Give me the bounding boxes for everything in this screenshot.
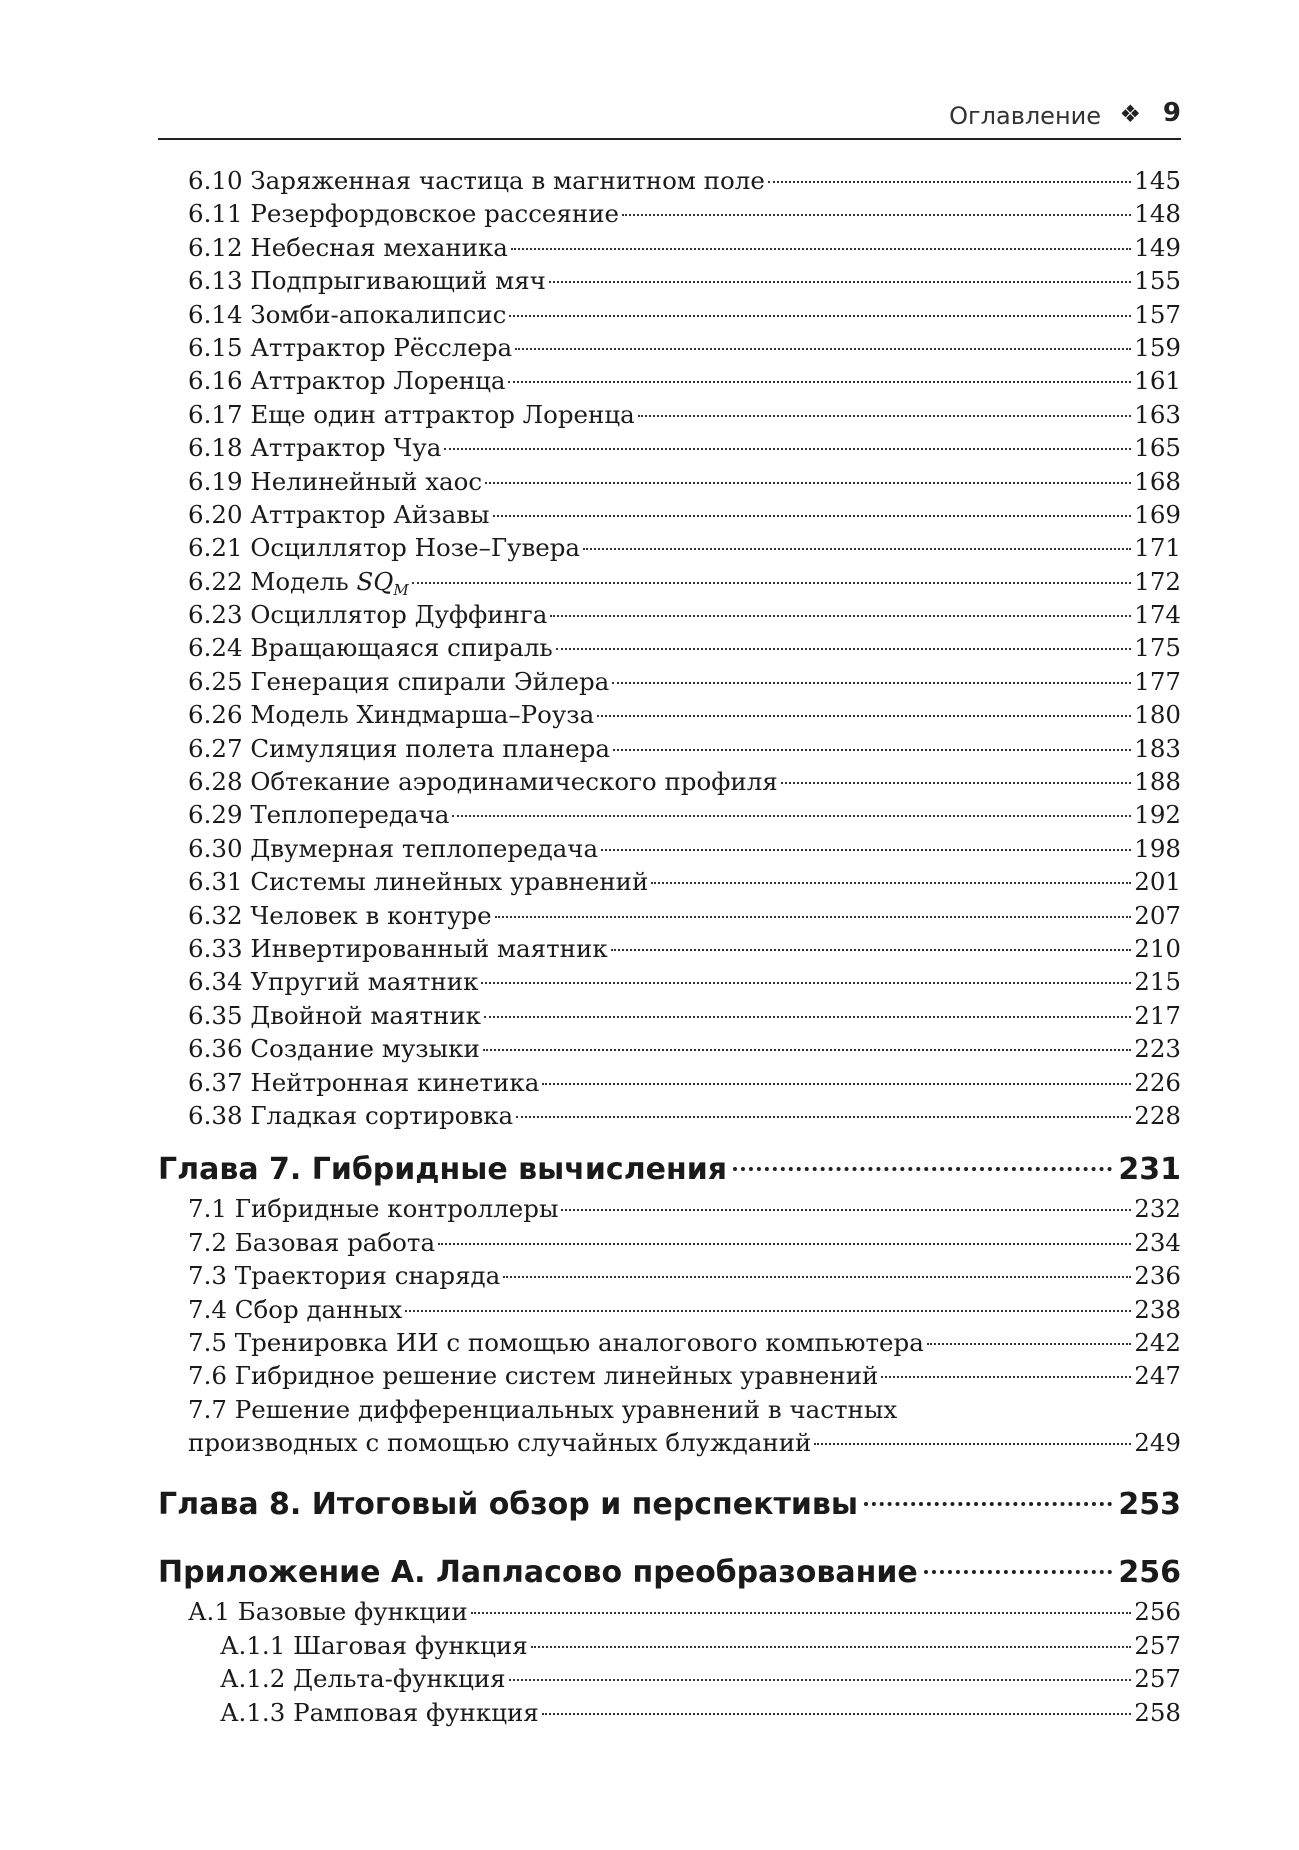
toc-entry-page: 236 [1134,1261,1181,1291]
toc-entry-text: 6.21 Осциллятор Нозе–Гувера [188,533,581,563]
toc-entry-text: 6.23 Осциллятор Дуффинга [188,600,548,630]
toc-entry[interactable] [158,598,1181,631]
ornament-icon: ❖ [1119,100,1141,128]
appendix-a-entries [158,1595,1181,1729]
chapter-6-entries [158,164,1181,1132]
toc-entry[interactable] [158,1226,1181,1259]
toc-entry-page: 149 [1134,232,1181,262]
toc-entry[interactable] [158,1192,1181,1225]
toc-entry-text: 6.37 Нейтронная кинетика [188,1067,540,1097]
toc-entry-text: 6.14 Зомби-апокалипсис [188,299,507,329]
toc-entry-text: А.1.1 Шаговая функция [220,1630,528,1660]
appendix-a-heading[interactable] [158,1551,1181,1595]
chapter-8-title: Глава 8. Итоговый обзор и перспективы [158,1487,858,1523]
leader-dots [597,715,1131,717]
leader-dots [503,1276,1131,1278]
toc-entry[interactable] [158,264,1181,297]
toc-entry[interactable] [158,1293,1181,1326]
toc-entry[interactable] [158,498,1181,531]
toc-entry-page: 226 [1134,1067,1181,1097]
toc-entry[interactable] [158,732,1181,765]
toc-entry-page: 232 [1134,1194,1181,1224]
toc-entry[interactable] [158,1066,1181,1099]
toc-entry[interactable] [158,565,1181,598]
leader-dots [781,782,1131,784]
toc-entry-page: 198 [1134,833,1181,863]
toc-entry-text: А.1.2 Дельта-функция [220,1664,506,1694]
toc-entry-page: 168 [1134,466,1181,496]
leader-dots [438,1243,1131,1245]
toc-entry[interactable] [158,298,1181,331]
toc-entry[interactable] [158,1595,1181,1628]
toc-entry-text: А.1 Базовые функции [188,1597,468,1627]
toc-entry-text: 6.17 Еще один аттрактор Лоренца [188,399,635,429]
toc-entry-page: 257 [1134,1630,1181,1660]
leader-dots [733,1167,1112,1171]
toc-entry[interactable] [158,765,1181,798]
toc-entry[interactable] [158,465,1181,498]
toc-entry-text: производных с помощью случайных блужданий [188,1428,812,1458]
leader-dots [484,1016,1131,1018]
toc-entry-text: 6.33 Инвертированный маятник [188,933,608,963]
toc-entry-text: 6.15 Аттрактор Рёсслера [188,332,513,362]
math-subscript: M [393,580,409,599]
leader-dots [549,281,1131,283]
toc-entry-text: 6.26 Модель Хиндмарша–Роуза [188,700,595,730]
leader-dots [561,1209,1131,1211]
toc-entry-text: 6.19 Нелинейный хаос [188,466,483,496]
toc-entry[interactable] [158,1629,1181,1662]
toc-entry-text: 7.4 Сбор данных [188,1294,403,1324]
leader-dots [515,348,1131,350]
toc-entry[interactable] [158,1359,1181,1392]
table-of-contents [158,164,1181,1729]
toc-entry[interactable] [158,1662,1181,1695]
leader-dots [613,749,1131,751]
toc-entry-text: 6.35 Двойной маятник [188,1000,481,1030]
toc-entry-page: 207 [1134,900,1181,930]
toc-entry[interactable] [158,899,1181,932]
toc-entry-page: 223 [1134,1034,1181,1064]
toc-entry-text: 6.10 Заряженная частица в магнитном поле [188,166,765,195]
toc-entry-page: 249 [1134,1428,1181,1458]
leader-dots [509,315,1131,317]
toc-entry[interactable] [158,1259,1181,1292]
toc-entry-text: 6.30 Двумерная теплопередача [188,833,599,863]
leader-dots [611,949,1132,951]
leader-dots [509,1679,1132,1681]
toc-entry-page: 192 [1134,800,1181,830]
toc-entry-page: 234 [1134,1227,1181,1257]
toc-entry-page: 183 [1134,733,1181,763]
toc-entry-page: 242 [1134,1327,1181,1357]
toc-entry-page: 180 [1134,700,1181,730]
toc-entry-page: 148 [1134,199,1181,229]
leader-dots [924,1570,1113,1574]
toc-entry-text: 7.3 Траектория снаряда [188,1261,501,1291]
toc-entry-text: 6.27 Симуляция полета планера [188,733,610,763]
toc-entry[interactable] [158,398,1181,431]
leader-dots [493,515,1132,517]
toc-entry-page: 188 [1134,767,1181,797]
leader-dots [495,916,1132,918]
toc-entry[interactable] [158,798,1181,831]
leader-dots [542,1083,1131,1085]
toc-entry-page: 217 [1134,1000,1181,1030]
leader-dots [485,482,1131,484]
toc-entry[interactable] [158,865,1181,898]
chapter-7-entries [158,1192,1181,1392]
toc-entry-text: 6.12 Небесная механика [188,232,508,262]
toc-entry-text: 7.2 Базовая работа [188,1227,436,1257]
appendix-a-title: Приложение А. Лапласово преобразование [158,1555,918,1591]
toc-entry-text: 6.29 Теплопередача [188,800,450,830]
toc-entry-text: 6.32 Человек в контуре [188,900,492,930]
toc-entry-text: 6.25 Генерация спирали Эйлера [188,666,610,696]
toc-entry[interactable] [158,1099,1181,1132]
toc-entry[interactable] [158,832,1181,865]
leader-dots [612,682,1131,684]
toc-entry-text: 6.20 Аттрактор Айзавы [188,499,490,529]
leader-dots [471,1612,1132,1614]
leader-dots [583,548,1131,550]
chapter-8-heading[interactable] [158,1483,1181,1527]
leader-dots [444,448,1131,450]
leader-dots [516,1116,1131,1118]
math-symbol: SQ [356,566,394,596]
leader-dots [531,1646,1132,1648]
leader-dots [651,882,1131,884]
toc-entry-text: 6.13 Подпрыгивающий мяч [188,266,546,296]
toc-entry-page: 215 [1134,967,1181,997]
toc-entry[interactable] [158,1032,1181,1065]
toc-entry-text: 6.31 Системы линейных уравнений [188,867,649,897]
toc-entry-page: 171 [1134,533,1181,563]
toc-entry[interactable] [158,698,1181,731]
toc-entry[interactable] [158,932,1181,965]
chapter-7-title: Глава 7. Гибридные вычисления [158,1152,728,1188]
toc-entry-text: 6.22 Модель $SQ_M$ [188,566,409,599]
appendix-a-page: 256 [1118,1555,1181,1591]
leader-dots [412,582,1132,584]
toc-entry-page: 163 [1134,399,1181,429]
toc-entry-page: 238 [1134,1294,1181,1324]
running-header [158,96,1181,140]
toc-entry-page: 257 [1134,1664,1181,1694]
toc-entry-page: 155 [1134,266,1181,296]
leader-dots [511,248,1131,250]
toc-entry-page: 256 [1134,1597,1181,1627]
toc-entry[interactable] [158,531,1181,564]
leader-dots [814,1443,1131,1445]
toc-entry-page: 174 [1134,600,1181,630]
chapter-7-heading[interactable] [158,1148,1181,1192]
toc-entry-text: 6.38 Гладкая сортировка [188,1100,514,1130]
toc-entry-7-7-line1[interactable]: 7.7 Решение дифференциальных уравнений в частных [188,1394,898,1424]
leader-dots [542,1713,1131,1715]
toc-entry-text: 6.24 Вращающаяся спираль [188,633,553,663]
toc-entry[interactable] [158,1696,1181,1729]
leader-dots [550,615,1131,617]
leader-dots [405,1310,1131,1312]
toc-entry-page: 169 [1134,499,1181,529]
leader-dots [638,415,1132,417]
leader-dots [622,214,1131,216]
toc-entry-text: 6.18 Аттрактор Чуа [188,433,442,463]
toc-entry-text: 7.1 Гибридные контроллеры [188,1194,559,1224]
toc-entry[interactable] [158,965,1181,998]
leader-dots [927,1343,1131,1345]
toc-entry[interactable] [158,331,1181,364]
toc-entry-page: 161 [1134,366,1181,396]
leader-dots [556,648,1132,650]
toc-entry-text: А.1.3 Рамповая функция [220,1697,539,1727]
leader-dots [881,1376,1131,1378]
toc-entry[interactable] [158,999,1181,1032]
toc-entry-page: 157 [1134,299,1181,329]
toc-entry-page: 228 [1134,1100,1181,1130]
toc-entry[interactable] [158,631,1181,664]
leader-dots [864,1502,1112,1506]
toc-entry-page: 175 [1134,633,1181,663]
toc-entry-page: 177 [1134,666,1181,696]
toc-entry-page: 145 [1134,166,1181,195]
leader-dots [481,982,1131,984]
toc-entry-7-7[interactable] [158,1426,1181,1459]
toc-entry-page: 247 [1134,1361,1181,1391]
toc-entry-page: 201 [1134,867,1181,897]
toc-entry-page: 165 [1134,433,1181,463]
toc-entry[interactable] [158,231,1181,264]
header-title: Оглавление [949,102,1101,130]
chapter-7-page: 231 [1118,1152,1181,1188]
toc-entry-text: 6.28 Обтекание аэродинамического профиля [188,767,778,797]
toc-entry[interactable] [158,364,1181,397]
toc-entry-text: 6.11 Резерфордовское рассеяние [188,199,620,229]
chapter-8-page: 253 [1118,1487,1181,1523]
toc-entry-text: 6.34 Упругий маятник [188,967,479,997]
toc-entry[interactable] [158,665,1181,698]
leader-dots [508,381,1131,383]
toc-entry[interactable] [158,197,1181,230]
toc-entry[interactable] [158,164,1181,197]
leader-dots [452,815,1131,817]
toc-entry-text: 6.36 Создание музыки [188,1034,480,1064]
toc-entry[interactable] [158,1326,1181,1359]
toc-entry-page: 210 [1134,933,1181,963]
toc-entry-text: 7.5 Тренировка ИИ с помощью аналогового компьютера [188,1327,924,1357]
toc-entry[interactable] [158,431,1181,464]
toc-entry-page: 159 [1134,332,1181,362]
leader-dots [601,849,1131,851]
toc-entry-page: 172 [1134,566,1181,596]
toc-entry-page: 258 [1134,1697,1181,1727]
page-number: 9 [1162,98,1181,128]
toc-entry-text: 7.6 Гибридное решение систем линейных уравнений [188,1361,879,1391]
leader-dots [768,181,1131,183]
leader-dots [483,1049,1131,1051]
toc-entry-text: 6.16 Аттрактор Лоренца [188,366,506,396]
